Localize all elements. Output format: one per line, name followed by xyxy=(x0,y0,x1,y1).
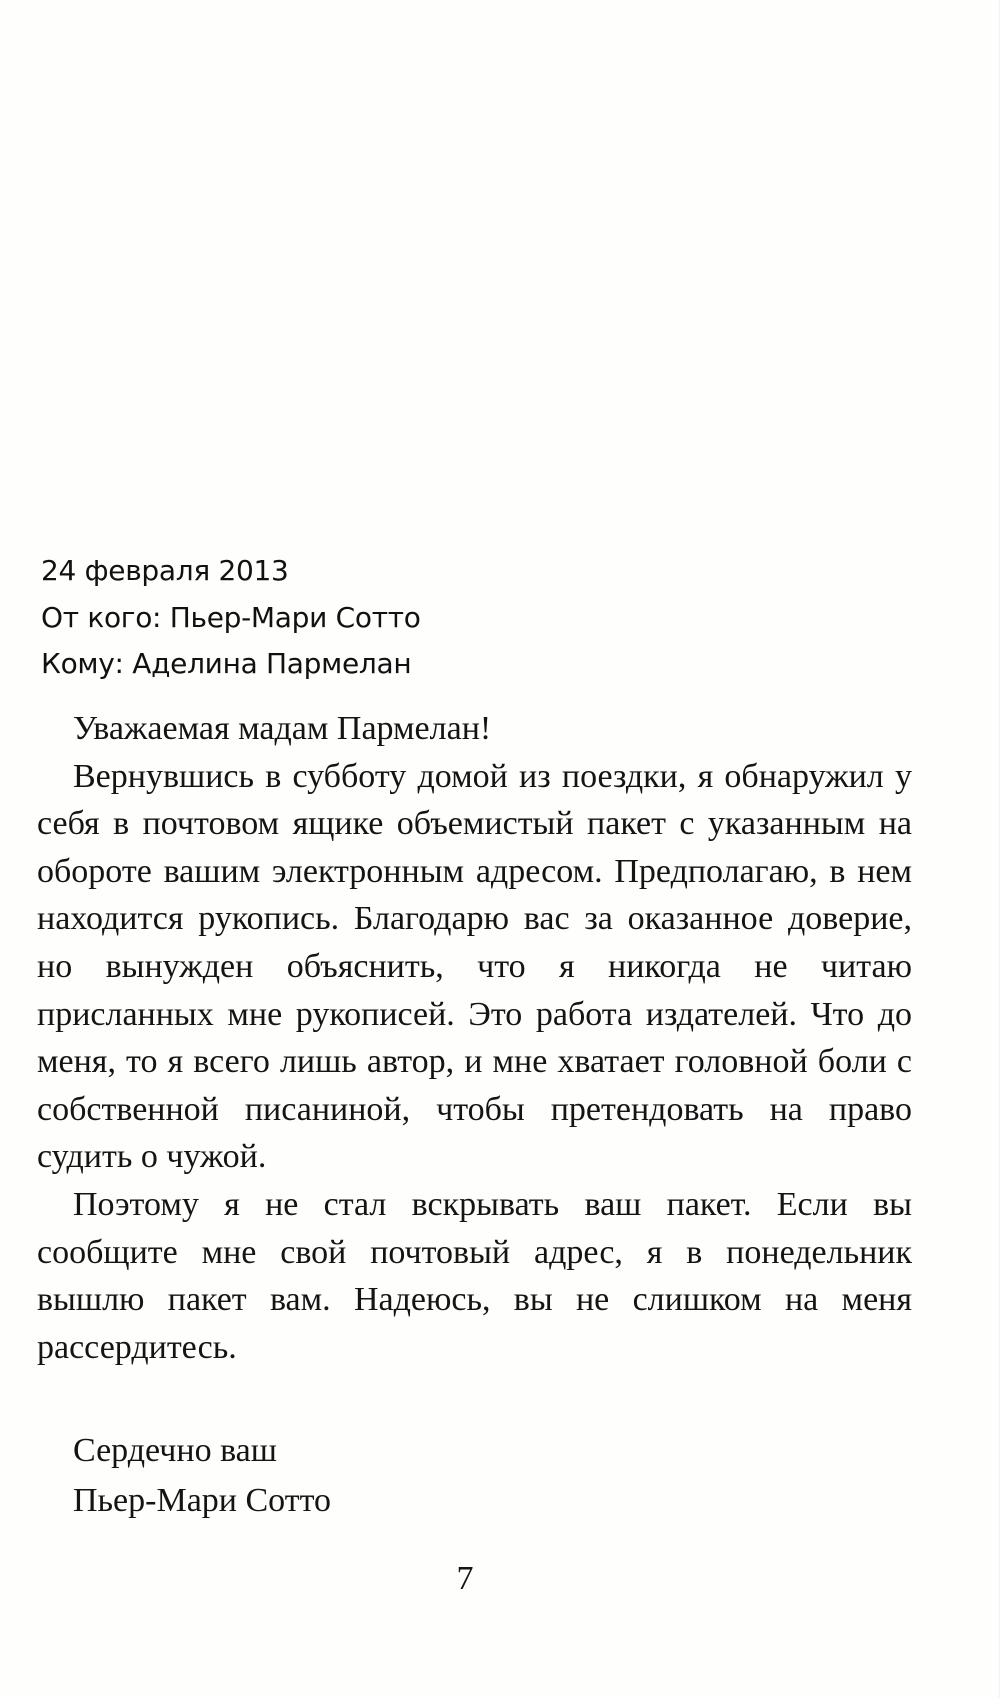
letter-paragraph: Вернувшись в субботу домой из поездки, я обнаружил у себя в почтовом ящике объемистый пакет с указанным на обороте вашим электронным адресом. Предполагаю, в нем находится рукопись. Благодарю вас за оказанное доверие, но вынужден объяснить, что я никогда не читаю присланных мне рукописей. Это работа издателей. Что до меня, то я всего лишь автор, и мне хватает головной боли с собственной писаниной, чтобы претендовать на право судить о чужой. xyxy=(37,757,912,1176)
letter-paragraph: Поэтому я не стал вскрывать ваш пакет. Если вы сообщите мне свой почтовый адрес, я в понедельник вышлю пакет вам. Надеюсь, вы не слишком на меня рассердитесь. xyxy=(37,1185,912,1366)
letter-header xyxy=(41,548,421,688)
letter-salutation: Уважаемая мадам Пармелан! xyxy=(73,710,492,747)
letter-sender: От кого: Пьер-Мари Сотто xyxy=(41,600,421,634)
letter-body xyxy=(37,705,912,1371)
page-number: 7 xyxy=(456,1560,474,1597)
letter-closing xyxy=(73,1426,331,1526)
letter-date: 24 февраля 2013 xyxy=(41,554,289,587)
closing-phrase: Сердечно ваш xyxy=(73,1432,277,1469)
letter-recipient: Кому: Аделина Пармелан xyxy=(41,647,412,680)
signature: Пьер-Мари Сотто xyxy=(73,1482,331,1519)
